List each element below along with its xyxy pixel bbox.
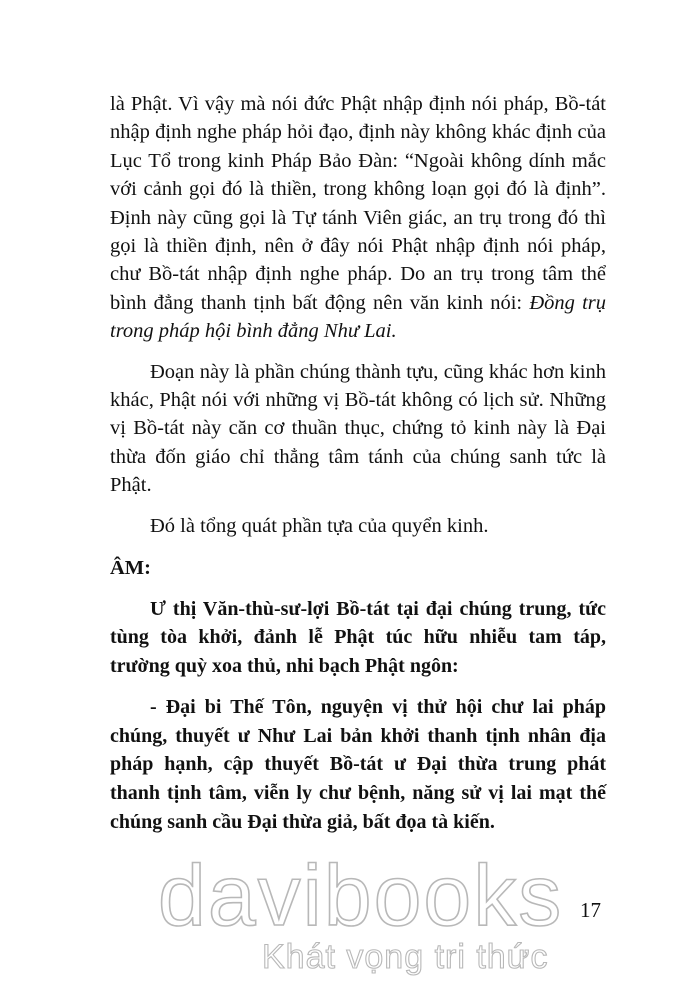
page-number: 17 [580, 898, 601, 922]
paragraph-3: Đó là tổng quát phần tựa của quyển kinh. [150, 514, 489, 537]
paragraph-2: Đoạn này là phần chúng thành tựu, cũng khác hơn kinh khác, Phật nói với những vị Bồ-tát không có lịch sử. Những vị Bồ-tát này căn cơ thuần thục, chứng tỏ kinh này là Đại thừa đốn giáo chỉ thẳng tâm tánh của chúng sanh tức là Phật. [110, 360, 606, 497]
section-heading: ÂM: [110, 557, 151, 580]
verse-1: Ư thị Văn-thù-sư-lợi Bồ-tát tại đại chúng trung, tức tùng tòa khởi, đảnh lễ Phật túc hữu nhiễu tam táp, trường quỳ xoa thủ, nhi bạch Phật ngôn: [110, 597, 606, 678]
paragraph-1-italic-quote: Đồng trụ trong pháp hội bình đẳng Như Lai. [110, 291, 606, 343]
watermark-brand: davibooks [158, 848, 564, 944]
paragraph-1-text: là Phật. Vì vậy mà nói đức Phật nhập định nói pháp, Bồ-tát nhập định nghe pháp hỏi đạo, định này không khác định của Lục Tổ trong kinh Pháp Bảo Đàn: “Ngoài không dính mắc với cảnh gọi đó là thiền, trong không loạn gọi đó là định”. Định này cũng gọi là Tự tánh Viên giác, an trụ trong đó thì gọi là thiền định, nên ở đây nói Phật nhập định nói pháp, chư Bồ-tát nhập định nghe pháp. Do an trụ trong tâm thể bình đẳng thanh tịnh bất động nên văn kinh nói: [110, 93, 606, 314]
paragraph-1 [110, 90, 606, 346]
watermark-logo [150, 848, 570, 983]
verse-2: - Đại bi Thế Tôn, nguyện vị thử hội chư lai pháp chúng, thuyết ư Như Lai bản khởi thanh tịnh nhân địa pháp hạnh, cập thuyết Bồ-tát ư Đại thừa trung phát thanh tịnh tâm, viễn ly chư bệnh, năng sử vị lai mạt thế chúng sanh cầu Đại thừa giả, bất đọa tà kiến. [110, 695, 606, 834]
page-body [110, 90, 606, 837]
watermark-tagline: Khát vọng tri thức [262, 938, 549, 976]
